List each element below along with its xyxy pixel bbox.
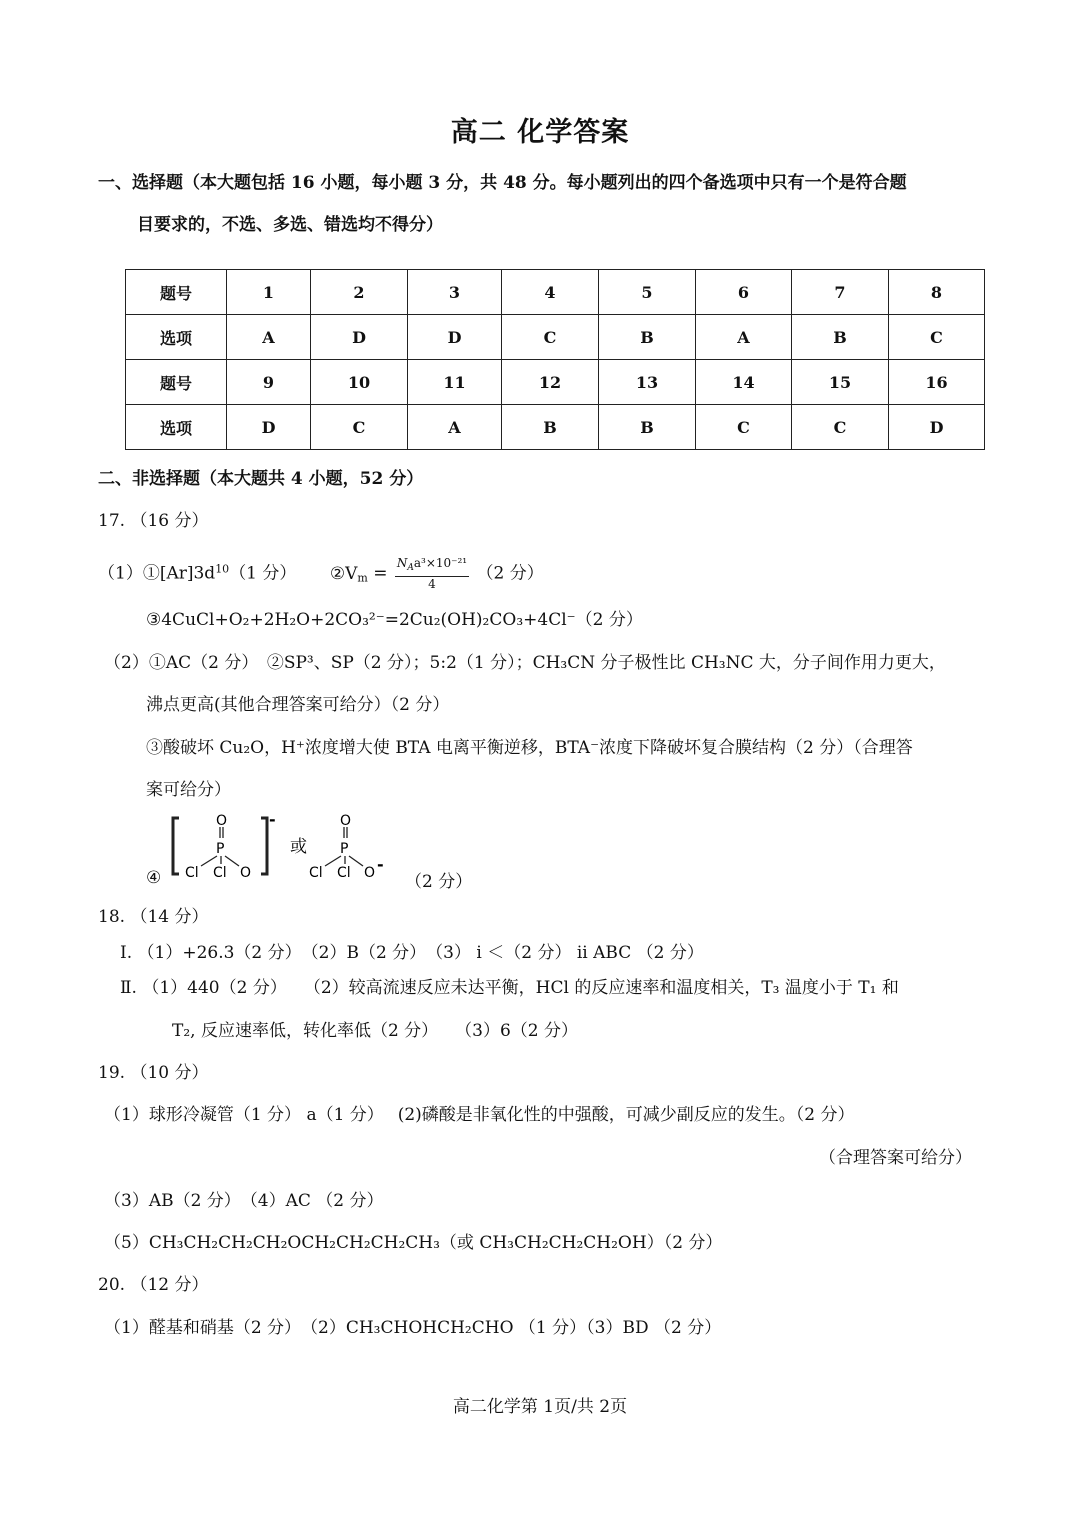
- oxygen-atom: O: [364, 865, 376, 881]
- q17-part1-line1: $(1)①[Ar]3d^{10}(1$ 分） $②V_m$ = $\frac{N_Aa^3\times 10^{-21}}{4}$ （2 分）: [98, 556, 544, 591]
- q19-line2: （合理答案可给分）: [819, 1148, 972, 1168]
- q17-part2-line1: （2）①AC（2 分） ②SP³、SP（2 分）；5:2（1 分）；CH₃CN 分子极性比 CH₃NC 大，分子间作用力更大，: [104, 653, 946, 673]
- section1-instructions-line1: 一、选择题（本大题包括 16 小题，每小题 3 分，共 48 分。每小题列出的四个备选项中只有一个是符合题: [98, 173, 907, 193]
- table-cell: 15: [792, 360, 889, 405]
- q19-line3: （3）AB（2 分） （4）AC （2 分）: [104, 1191, 384, 1211]
- q17-part2-line3: ③酸破坏 Cu₂O，H⁺浓度增大使 BTA 电离平衡逆移，BTA⁻浓度下降破坏复合膜结构（2 分）（合理答: [146, 738, 913, 758]
- q18-line2: Ⅱ. （1）440（2 分） （2）较高流速反应未达平衡，HCl 的反应速率和温度相关，T₃ 温度小于 T₁ 和: [120, 978, 899, 998]
- chlorine-atom: Cl: [185, 865, 199, 881]
- section2-heading: 二、非选择题（本大题共 4 小题，52 分）: [98, 469, 424, 489]
- q17-part2-item4-label: ④: [146, 868, 162, 888]
- table-cell: A: [408, 405, 502, 450]
- oxygen-atom: O: [340, 813, 352, 829]
- table-cell: A: [696, 315, 792, 360]
- q18-line1: Ⅰ. （1）+26.3（2 分） （2）B（2 分） （3） i ＜（2 分） ii ABC （2 分）: [120, 943, 704, 963]
- q17-part2-line4: 案可给分）: [146, 780, 231, 800]
- table-cell: D: [227, 405, 311, 450]
- q17-part2-line2: 沸点更高(其他合理答案可给分）（2 分）: [146, 695, 450, 715]
- table-row: [126, 315, 985, 360]
- table-cell: C: [889, 315, 985, 360]
- table-cell: 8: [889, 270, 985, 315]
- molar-volume-fraction: $\frac{N_Aa^3\times 10^{-21}}{4}$: [396, 556, 468, 591]
- row-header-cell: 题号: [126, 360, 227, 405]
- table-cell: B: [502, 405, 599, 450]
- table-cell: 1: [227, 270, 311, 315]
- table-cell: 3: [408, 270, 502, 315]
- table-cell: C: [792, 405, 889, 450]
- table-cell: 11: [408, 360, 502, 405]
- phosphorus-atom: P: [340, 841, 349, 857]
- table-row: [126, 405, 985, 450]
- table-cell: C: [696, 405, 792, 450]
- q19-line1: （1）球形冷凝管（1 分） a（1 分） (2)磷酸是非氧化性的中强酸，可减少副反应的发生。（2 分）: [104, 1105, 855, 1125]
- table-cell: C: [311, 405, 408, 450]
- table-cell: 2: [311, 270, 408, 315]
- negative-charge: -: [377, 855, 384, 874]
- q18-line3: T₂, 反应速率低，转化率低（2 分） （3）6（2 分）: [172, 1021, 579, 1041]
- table-cell: D: [889, 405, 985, 450]
- table-cell: 4: [502, 270, 599, 315]
- table-cell: D: [311, 315, 408, 360]
- row-header-cell: 选项: [126, 315, 227, 360]
- row-header-cell: 选项: [126, 405, 227, 450]
- oxygen-atom: O: [240, 865, 252, 881]
- q17-header: 17. （16 分）: [98, 511, 209, 531]
- table-cell: 10: [311, 360, 408, 405]
- table-cell: 5: [599, 270, 696, 315]
- q19-header: 19. （10 分）: [98, 1063, 209, 1083]
- table-cell: B: [792, 315, 889, 360]
- table-cell: 6: [696, 270, 792, 315]
- oxygen-atom: O: [216, 813, 228, 829]
- table-cell: D: [408, 315, 502, 360]
- table-cell: 12: [502, 360, 599, 405]
- q17-part1-line2: ③4CuCl+O₂+2H₂O+2CO₃²⁻=2Cu₂(OH)₂CO₃+4Cl⁻（2 分）: [146, 610, 643, 630]
- table-cell: C: [502, 315, 599, 360]
- phosphorus-atom: P: [216, 841, 225, 857]
- table-row: [126, 360, 985, 405]
- q18-header: 18. （14 分）: [98, 907, 209, 927]
- table-cell: 16: [889, 360, 985, 405]
- page-footer: 高二化学第 1页/共 2页: [452, 1397, 628, 1417]
- table-cell: 13: [599, 360, 696, 405]
- table-cell: 14: [696, 360, 792, 405]
- chlorine-atom: Cl: [309, 865, 323, 881]
- row-header-cell: 题号: [126, 270, 227, 315]
- negative-charge: -: [269, 810, 276, 829]
- table-cell: B: [599, 315, 696, 360]
- or-label: 或: [290, 837, 307, 857]
- table-cell: 7: [792, 270, 889, 315]
- q19-line4: （5）CH₃CH₂CH₂CH₂OCH₂CH₂CH₂CH₃（或 CH₃CH₂CH₂CH₂OH）（2 分）: [104, 1233, 723, 1253]
- page-title: 高二 化学答案: [450, 117, 630, 148]
- phosphoryl-structure-figure: [165, 810, 405, 885]
- q20-line1: （1）醛基和硝基（2 分） （2）CH₃CHOHCH₂CHO （1 分）（3）BD （2 分）: [104, 1318, 722, 1338]
- table-row: [126, 270, 985, 315]
- table-cell: B: [599, 405, 696, 450]
- q20-header: 20. （12 分）: [98, 1275, 209, 1295]
- q17-part2-item4-score: （2 分）: [405, 872, 473, 892]
- table-cell: 9: [227, 360, 311, 405]
- chlorine-atom: Cl: [213, 865, 227, 881]
- section1-instructions-line2: 目要求的，不选、多选、错选均不得分）: [137, 215, 443, 235]
- chlorine-atom: Cl: [337, 865, 351, 881]
- answer-table: [125, 269, 985, 450]
- table-cell: A: [227, 315, 311, 360]
